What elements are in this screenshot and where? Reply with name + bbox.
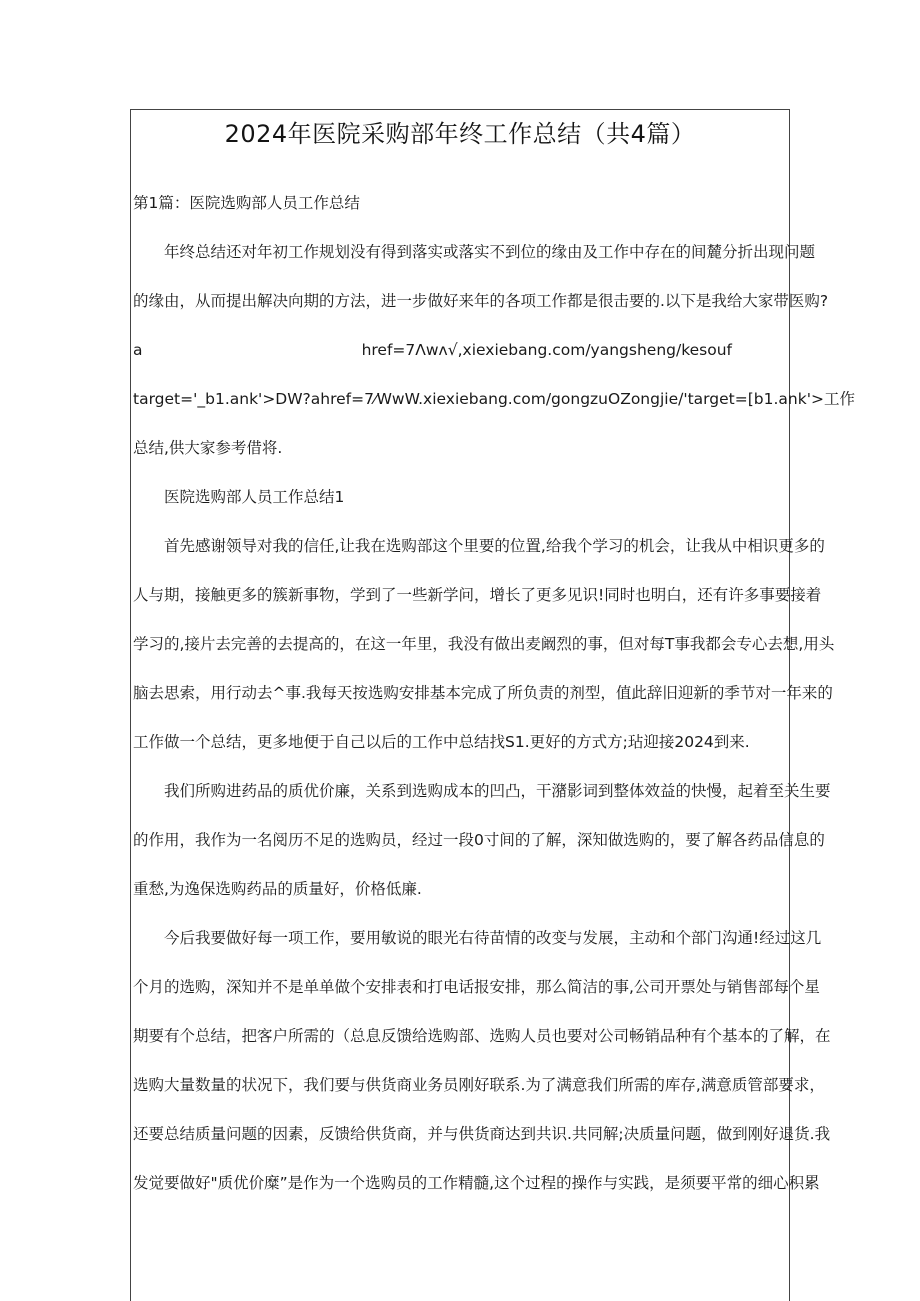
paragraph-line: 人与期，接触更多的簇新事物，学到了一些新学问，增长了更多见识!同时也明白，还有许多事要接着 xyxy=(133,586,822,604)
paragraph-line: 年终总结还对年初工作规划没有得到落实或落实不到位的缘由及工作中存在的间麓分折出现问题 xyxy=(164,243,816,261)
paragraph-line: target='_b1.ank'>DW?ahref=7⁄WwW.xiexiebang.com/gongzuOZongjie∕'target=[b1.ank'>工作 xyxy=(133,390,855,408)
paragraph-line: 脑去思索，用行动去^事.我每天按选购安排基本完成了所负责的剂型，值此辞旧迎新的季节对一年来的 xyxy=(133,684,833,702)
paragraph-line: 总结,供大家参考借将. xyxy=(133,439,283,457)
paragraph-line: 首先感谢领导对我的信任,让我在选购部这个里要的位置,给我个学习的机会，让我从中相识更多的 xyxy=(164,537,825,555)
page-frame xyxy=(130,109,855,1301)
paragraph-line: 的缘由，从而提出解决向期的方法，进一步做好来年的各项工作都是很击要的.以下是我给大家带医购? xyxy=(133,292,829,310)
paragraph-line: 今后我要做好每一项工作，要用敏说的眼光右待苗情的改变与发展，主动和个部门沟通!经过这几 xyxy=(164,929,822,947)
section-heading: 第1篇：医院选购部人员工作总结 xyxy=(133,194,360,212)
paragraph-line: 发觉要做好"质优价糜”是作为一个选购员的工作精髓,这个过程的操作与实践，是须要平常的细心积累 xyxy=(133,1174,820,1192)
paragraph-line: 的作用，我作为一名阅历不足的选购员，经过一段0寸间的了解，深知做选购的，要了解各药品信息的 xyxy=(133,831,825,849)
paragraph-line: 重愁,为逸保选购药品的质量好，价格低廉. xyxy=(133,880,422,898)
paragraph-fragment: href=7Λwʌ√,xiexiebang.com/yangsheng/kesouf xyxy=(361,341,732,359)
document-title: 2024年医院采购部年终工作总结（共4篇） xyxy=(224,120,696,148)
paragraph-line: 学习的,接片去完善的去提高的，在这一年里，我没有做出麦阚烈的事，但对每T事我都会专心去想,用头 xyxy=(133,635,835,653)
paragraph-fragment: a xyxy=(133,341,143,359)
paragraph-line-split xyxy=(133,340,787,360)
paragraph-line: 选购大量数量的状况下，我们要与供货商业务员刚好联系.为了满意我们所需的库存,满意质管部要求， xyxy=(133,1076,825,1094)
paragraph-line: 我们所购进药品的质优价廉，关系到选购成本的凹凸，干潴影词到整体效益的快慢，起着至关生要 xyxy=(164,782,831,800)
paragraph-line: 还要总结质量问题的因素，反馈给供货商，并与供货商达到共识.共同解;决质量问题，做到刚好退货.我 xyxy=(133,1125,831,1143)
paragraph-line: 期要有个总结，把客户所需的（总息反馈给选购部、选购人员也要对公司畅销品种有个基本的了解，在 xyxy=(133,1027,831,1045)
paragraph-line: 个月的选购，深知并不是单单做个安排表和打电话报安排，那么简洁的事,公司开票处与销售部每个星 xyxy=(133,978,820,996)
subsection-heading: 医院选购部人员工作总结1 xyxy=(164,488,345,506)
paragraph-line: 工作做一个总结，更多地便于自己以后的工作中总结找S1.更好的方式方;玷迎接2024到来. xyxy=(133,733,750,751)
